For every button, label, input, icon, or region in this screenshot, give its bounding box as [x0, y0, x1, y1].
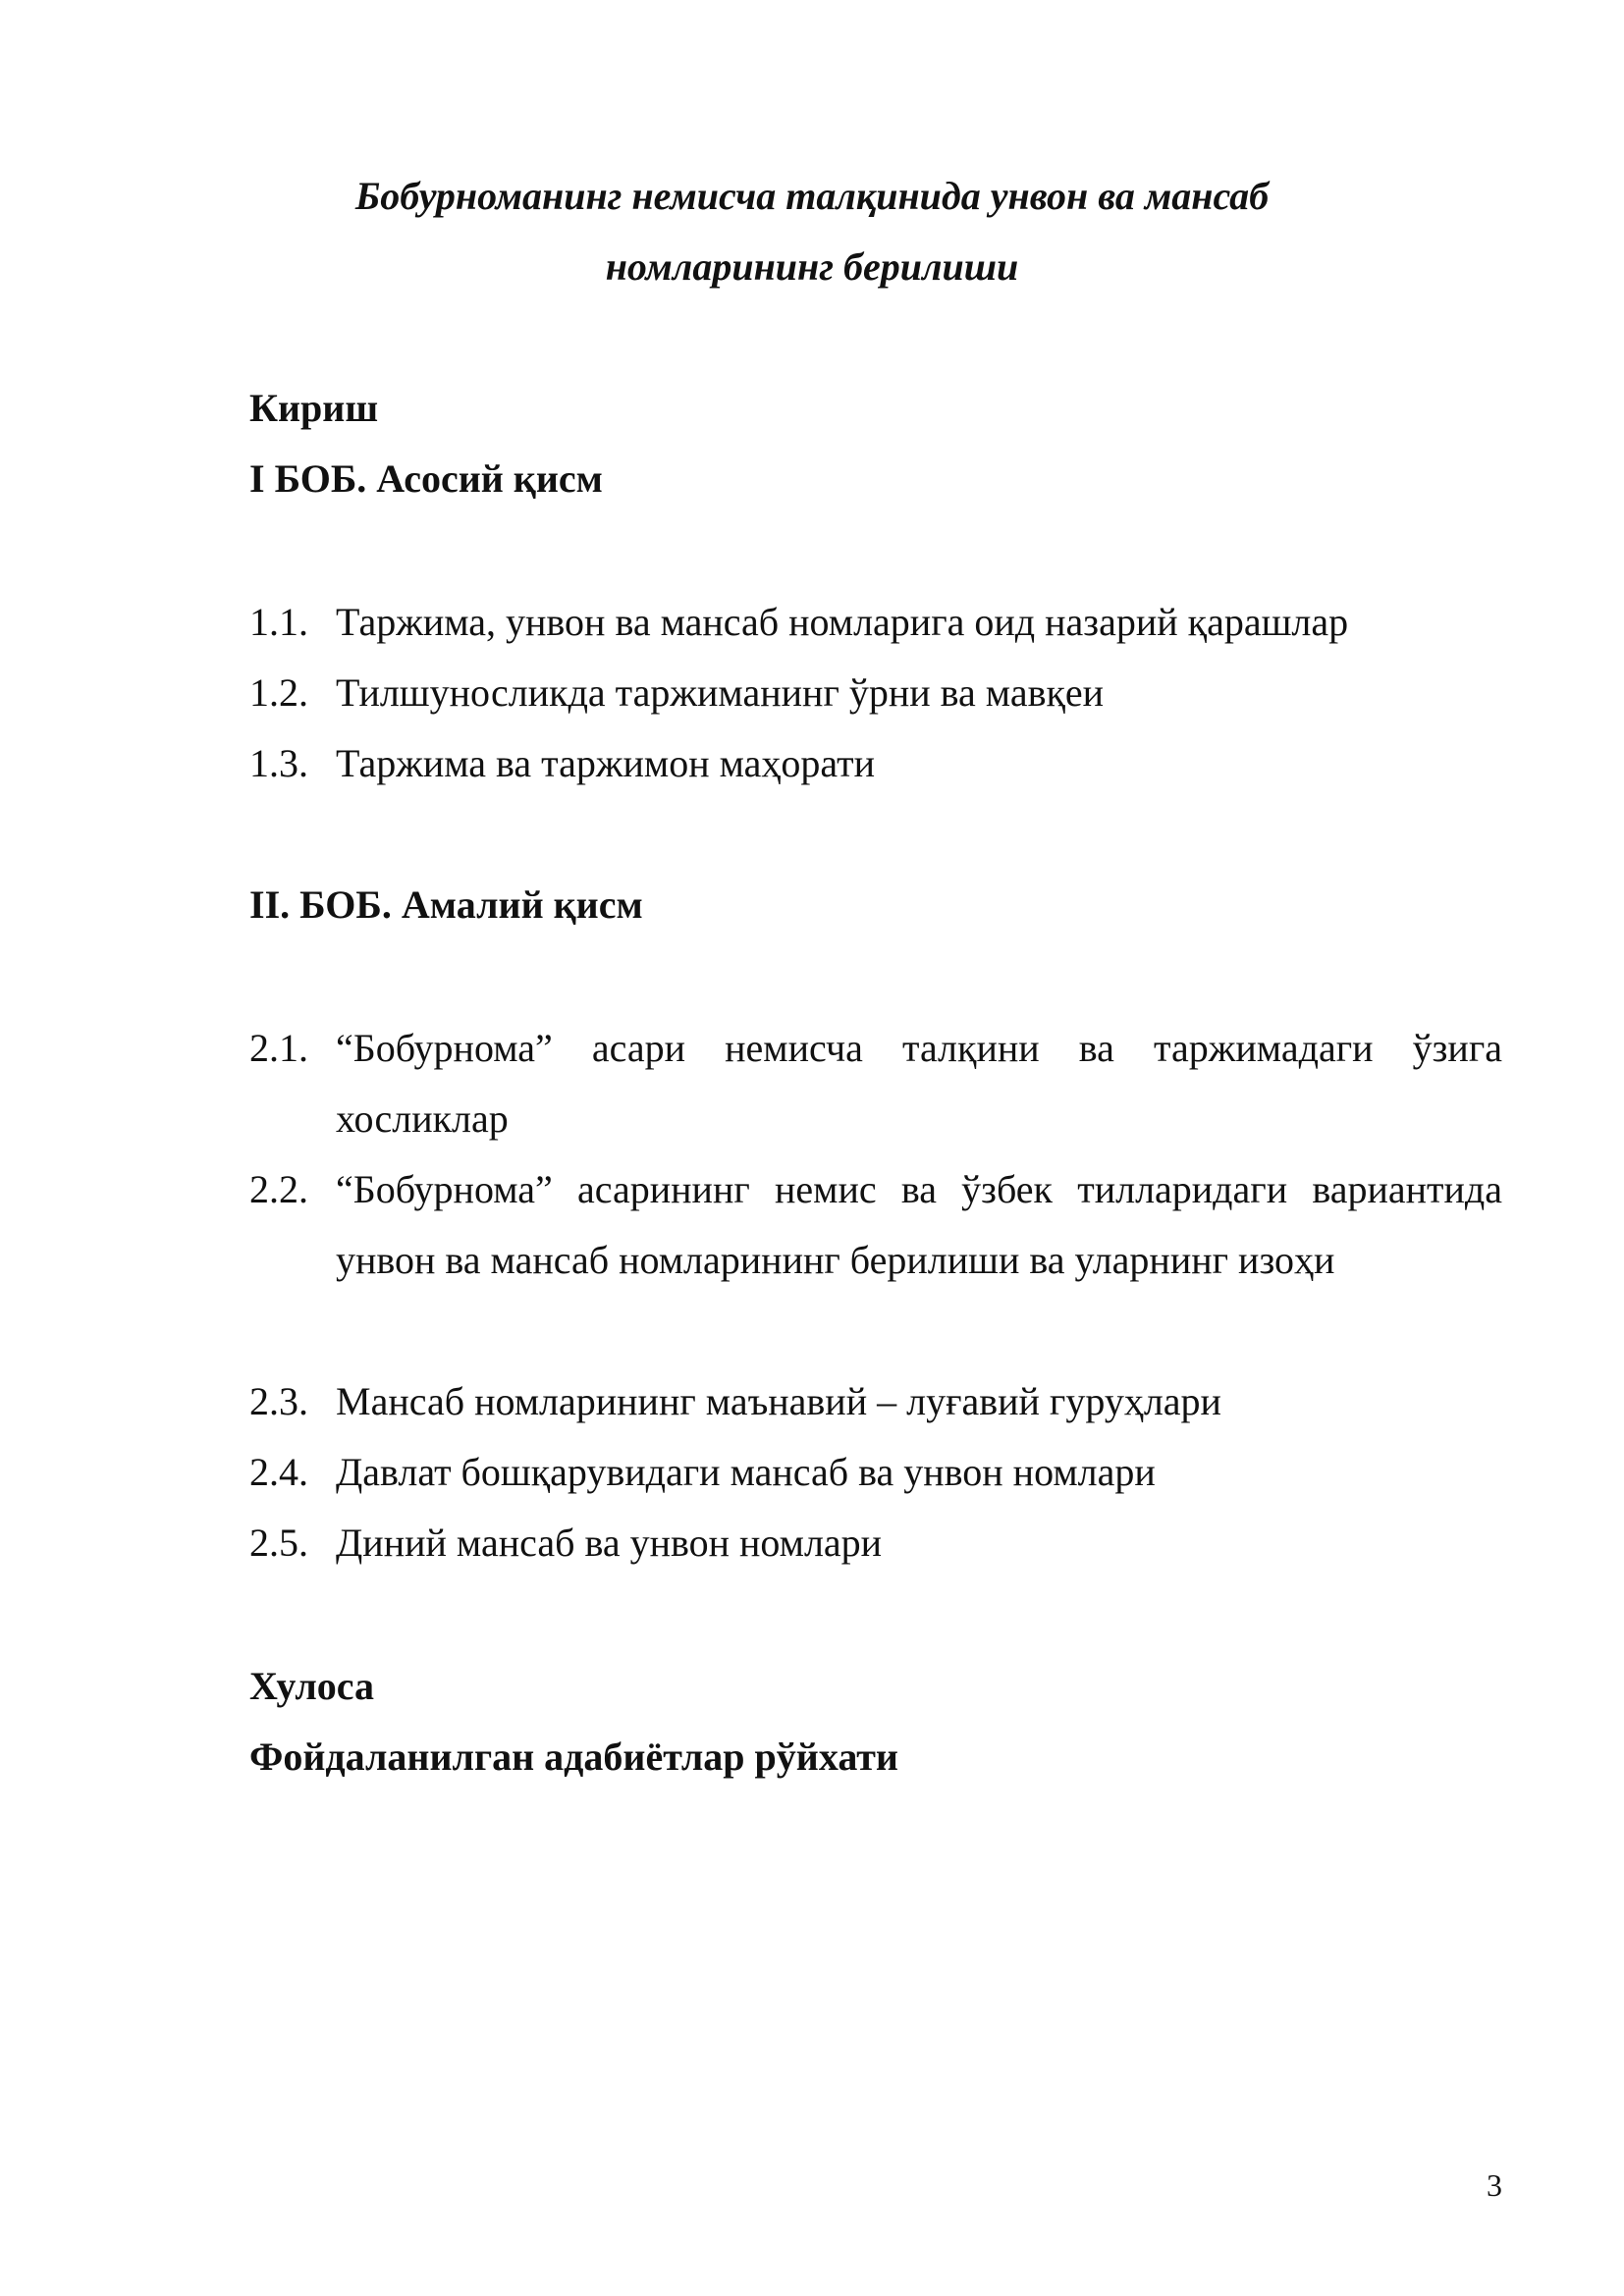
toc-item-number: 2.3.: [249, 1379, 308, 1423]
toc-item-text: “Бобурнома” асари немисча талқини ва таржимадаги ўзига хосликлар: [336, 1026, 1502, 1141]
toc-item-number: 2.5.: [249, 1521, 308, 1565]
title-line-2: номларининг берилиши: [605, 244, 1019, 289]
toc-item-text: Таржима, унвон ва мансаб номларига оид назарий қарашлар: [336, 600, 1349, 644]
toc-item-text: Таржима ва таржимон маҳорати: [336, 741, 876, 785]
document-title: [0, 161, 1624, 302]
toc-item-text: Тилшуносликда таржиманинг ўрни ва мавқеи: [336, 670, 1105, 715]
toc-item-text: Мансаб номларининг маънавий – луғавий гуруҳлари: [336, 1379, 1221, 1423]
chapter-2-heading: II. БОБ. Амалий қисм: [249, 882, 643, 927]
toc-item-number: 2.2.: [249, 1167, 308, 1211]
section-references: Фойдаланилган адабиётлар рўйхати: [249, 1735, 898, 1779]
toc-item-text: “Бобурнома” асарининг немис ва ўзбек тилларидаги вариантида унвон ва мансаб номларининг берилиши ва уларнинг изоҳи: [336, 1167, 1502, 1282]
toc-item-2-4: [249, 1437, 1502, 1508]
toc-item-number: 1.2.: [249, 670, 308, 715]
toc-item-2-2: [249, 1154, 1502, 1296]
toc-item-number: 1.3.: [249, 741, 308, 785]
toc-item-number: 2.1.: [249, 1026, 308, 1070]
toc-item-1-1: [249, 587, 1502, 658]
toc-item-2-5: [249, 1508, 1502, 1578]
toc-item-text: Давлат бошқарувидаги мансаб ва унвон номлари: [336, 1450, 1156, 1494]
page-number: 3: [1487, 2167, 1502, 2203]
toc-item-number: 2.4.: [249, 1450, 308, 1494]
toc-item-2-3: [249, 1366, 1502, 1437]
section-intro: Кириш: [249, 386, 379, 430]
toc-item-2-1: [249, 1013, 1502, 1154]
toc-item-1-2: [249, 658, 1502, 728]
toc-item-1-3: [249, 728, 1502, 799]
toc-item-text: Диний мансаб ва унвон номлари: [336, 1521, 883, 1565]
chapter-1-heading: I БОБ. Асосий қисм: [249, 456, 603, 501]
section-conclusion: Хулоса: [249, 1664, 375, 1708]
toc-item-number: 1.1.: [249, 600, 308, 644]
title-line-1: Бобурноманинг немисча талқинида унвон ва мансаб: [354, 174, 1270, 218]
